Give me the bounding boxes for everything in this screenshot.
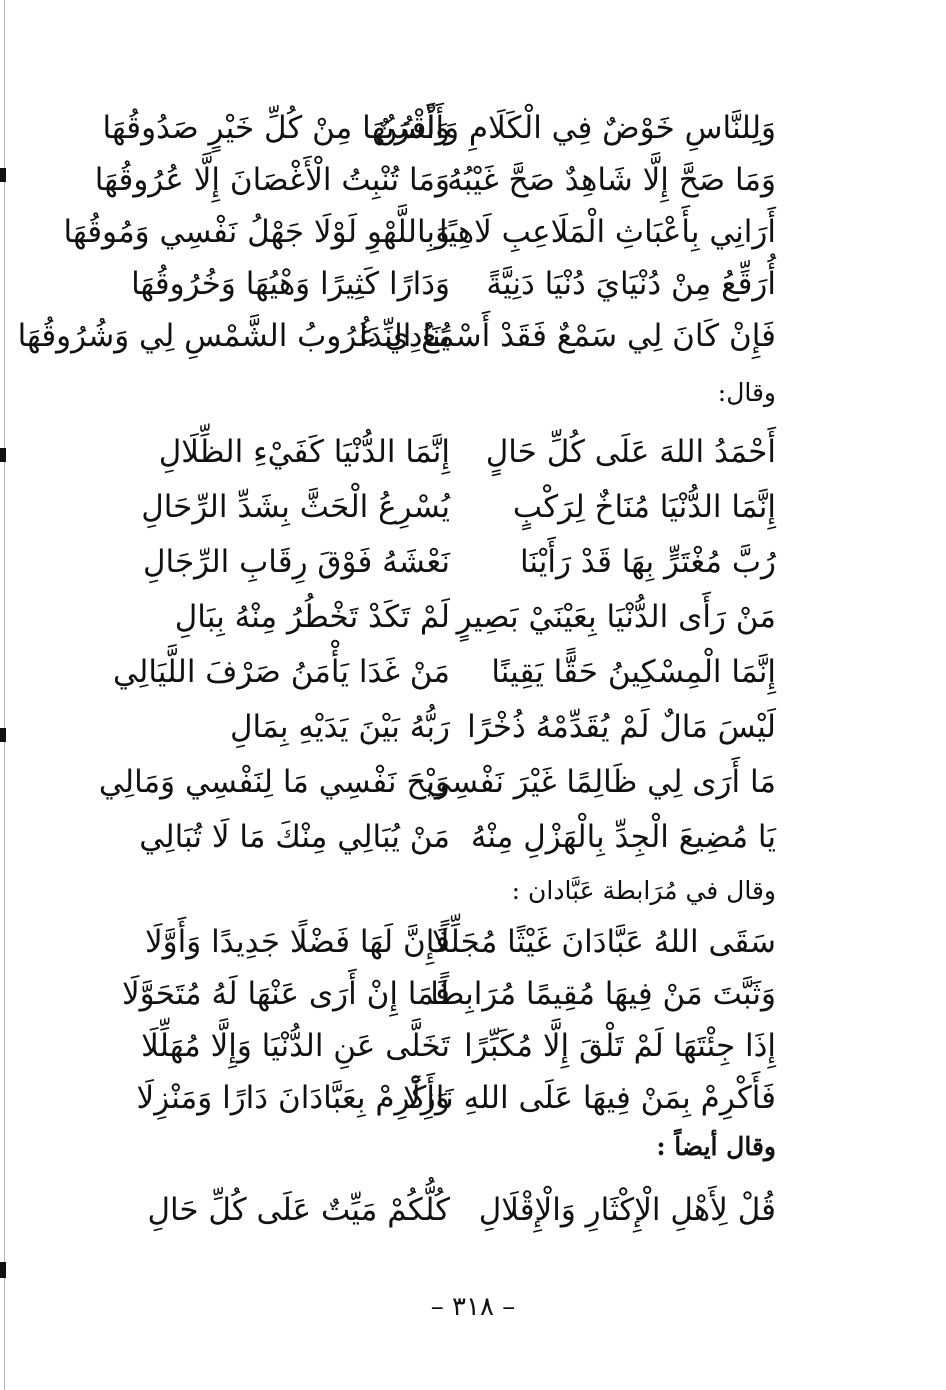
verse-right-half: قُلْ لِأَهْلِ الْإِكْثَارِ وَالْإِقْلَالِ: [478, 1192, 776, 1228]
scan-edge-mark: [0, 728, 6, 742]
verse-left-half: مَنْ يُبَالِي مِنْكَ مَا لَا تُبَالِي: [139, 819, 450, 855]
scan-edge-mark: [0, 448, 6, 462]
verse-right-half: لَيْسَ مَالٌ لَمْ يُقَدِّمْهُ ذُخْرًا: [467, 709, 776, 745]
verse-left-half: لَمْ تَكَدْ تَخْطُرُ مِنْهُ بِبَالِ: [174, 599, 450, 635]
verse-left-half: وَدَارًا كَثِيرًا وَهْيُهَا وَخُرُوقُهَا: [131, 266, 450, 302]
verse-right-half: أَرَانِي بِأَعْبَاثِ الْمَلَاعِبِ لَاهِيًا: [438, 214, 776, 250]
verse-left-half: وَيْحَ نَفْسِي مَا لِنَفْسِي وَمَالِي: [98, 764, 450, 800]
verse-left-half: إِنَّمَا الدُّنْيَا كَفَيْءِ الظِّلَالِ: [158, 434, 450, 470]
verse-left-half: كُلُّكُمْ مَيِّتٌ عَلَى كُلِّ حَالِ: [147, 1192, 450, 1228]
verse-left-half: فَإِنَّ لَهَا فَضْلًا جَدِيدًا وَأَوَّلَا: [144, 924, 450, 960]
verse-right-half: مَا أَرَى لِي ظَالِمًا غَيْرَ نَفْسِي: [426, 764, 776, 800]
verse-right-half: يَا مُضِيعَ الْجِدِّ بِالْهَزْلِ مِنْهُ: [470, 819, 776, 855]
verse-right-half: أَحْمَدُ اللهَ عَلَى كُلِّ حَالٍ: [485, 434, 776, 470]
page-number: – ٣١٨ –: [430, 1292, 516, 1322]
verse-right-half: وَثَبَّتَ مَنْ فِيهَا مُقِيمًا مُرَابِطًا: [430, 976, 776, 1012]
verse-right-half: إِنَّمَا الْمِسْكِينُ حَقًّا يَقِينًا: [491, 654, 776, 690]
verse-left-half: وَأَكْرِمْ بِعَبَّادَانَ دَارًا وَمَنْزِلَا: [136, 1080, 450, 1116]
scan-edge-mark: [0, 1262, 6, 1278]
verse-right-half: إِذَا جِئْتَهَا لَمْ تَلْقَ إِلَّا مُكَبِّرًا: [464, 1028, 776, 1064]
verse-left-half: وَبِاللَّهْوِ لَوْلَا جَهْلُ نَفْسِي وَمُوقُهَا: [63, 214, 450, 250]
section-heading: وقال:: [717, 378, 776, 407]
verse-right-half: إِنَّمَا الدُّنْيَا مُنَاخٌ لِرَكْبٍ: [512, 489, 776, 525]
verse-left-half: فَمَا إِنْ أَرَى عَنْهَا لَهُ مُتَحَوَّلَا: [122, 976, 450, 1012]
verse-right-half: فَأَكْرِمْ بِمَنْ فِيهَا عَلَى اللهِ نَازِلًا: [403, 1080, 776, 1116]
verse-left-half: نَعْشَهُ فَوْقَ رِقَابِ الرِّجَالِ: [142, 544, 450, 580]
verse-right-half: أُرَقِّعُ مِنْ دُنْيَايَ دُنْيَا دَنِيَّةً: [486, 266, 776, 302]
verse-left-half: رَبُّهُ بَيْنَ يَدَيْهِ بِمَالِ: [229, 709, 450, 745]
verse-right-half: رُبَّ مُغْتَرٍّ بِهَا قَدْ رَأَيْنَا: [519, 544, 776, 580]
section-heading: وقال أيضاً :: [656, 1132, 776, 1161]
verse-left-half: تَخَلَّى عَنِ الدُّنْيَا وَإِلَّا مُهَلِّلَا: [141, 1028, 450, 1064]
verse-right-half: سَقَى اللهُ عَبَّادَانَ غَيْثًا مُجَلِّلًا: [431, 924, 776, 960]
verse-left-half: وَمَا تُنْبِتُ الْأَغْصَانَ إِلَّا عُرُوقُهَا: [94, 162, 450, 198]
verse-right-half: مَنْ رَأَى الدُّنْيَا بِعَيْنَيْ بَصِيرٍ: [456, 599, 776, 635]
verse-left-half: يُنَادِي غُرُوبُ الشَّمْسِ لِي وَشُرُوقُهَا: [17, 318, 450, 354]
verse-right-half: فَإِنْ كَانَ لِي سَمْعٌ فَقَدْ أَسْمَعُ النِّدَا: [359, 318, 776, 354]
verse-left-half: مَنْ غَدَا يَأْمَنُ صَرْفَ اللَّيَالِي: [113, 654, 450, 690]
verse-left-half: وَأَقْرَبُهَا مِنْ كُلِّ خَيْرٍ صَدُوقُهَا: [102, 110, 450, 146]
scan-edge-mark: [0, 168, 6, 182]
section-heading: وقال في مُرَابطة عَبَّادان :: [511, 876, 776, 905]
scan-edge-line: [4, 0, 5, 1390]
verse-right-half: وَمَا صَحَّ إِلَّا شَاهِدٌ صَحَّ غَيْبُهُ: [447, 162, 776, 198]
verse-left-half: يُسْرِعُ الْحَثَّ بِشَدِّ الرِّحَالِ: [141, 489, 450, 525]
verse-right-half: وَلِلنَّاسِ خَوْضٌ فِي الْكَلَامِ وَأَلْسُنٌ: [374, 110, 776, 146]
